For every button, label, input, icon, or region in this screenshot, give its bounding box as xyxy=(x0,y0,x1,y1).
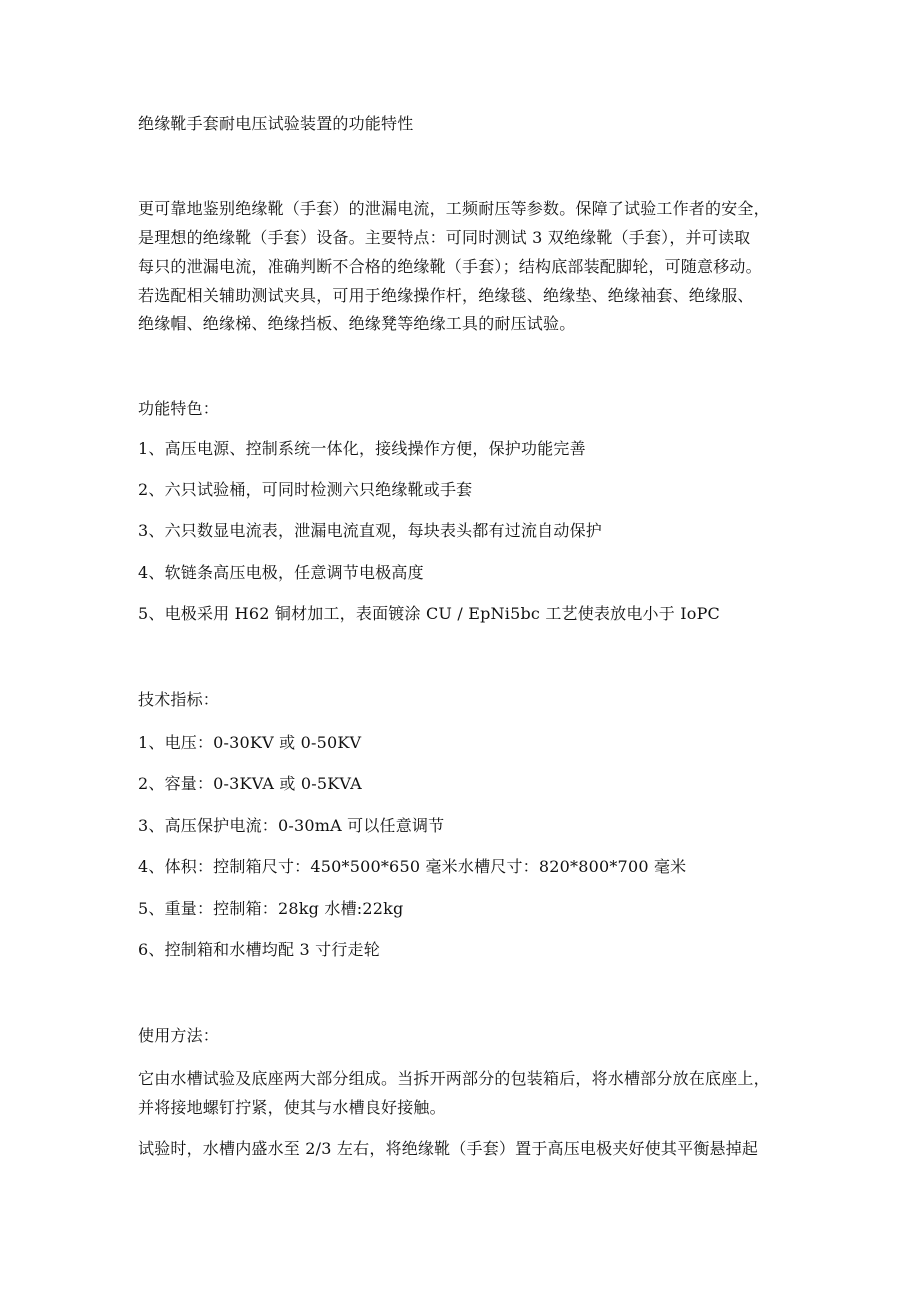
spec-item: 2、容量：0-3KVA 或 0-5KVA xyxy=(138,774,362,793)
intro-line: 是理想的绝缘靴（手套）设备。主要特点：可同时测试 3 双绝缘靴（手套），并可读取 xyxy=(138,228,751,247)
intro-line: 每只的泄漏电流，准确判断不合格的绝缘靴（手套）；结构底部装配脚轮，可随意移动。 xyxy=(138,257,762,276)
intro-line: 绝缘帽、绝缘梯、绝缘挡板、绝缘凳等绝缘工具的耐压试验。 xyxy=(138,314,576,333)
usage-line: 它由水槽试验及底座两大部分组成。当拆开两部分的包装箱后，将水槽部分放在底座上， xyxy=(138,1069,770,1088)
feature-item: 3、六只数显电流表，泄漏电流直观，每块表头都有过流自动保护 xyxy=(138,521,602,540)
feature-item: 4、软链条高压电极，任意调节电极高度 xyxy=(138,563,424,582)
intro-line: 更可靠地鉴别绝缘靴（手套）的泄漏电流，工频耐压等参数。保障了试验工作者的安全， xyxy=(138,199,770,218)
spec-item: 6、控制箱和水槽均配 3 寸行走轮 xyxy=(138,940,380,959)
spec-item: 1、电压：0-30KV 或 0-50KV xyxy=(138,733,362,752)
spec-item: 4、体积：控制箱尺寸：450*500*650 毫米水槽尺寸：820*800*700 毫米 xyxy=(138,857,687,876)
specs-heading: 技术指标： xyxy=(138,690,220,709)
spec-item: 5、重量：控制箱：28kg 水槽:22kg xyxy=(138,899,404,918)
feature-item: 2、六只试验桶，可同时检测六只绝缘靴或手套 xyxy=(138,480,473,499)
usage-line: 并将接地螺钉拧紧，使其与水槽良好接触。 xyxy=(138,1098,446,1117)
intro-line: 若选配相关辅助测试夹具，可用于绝缘操作杆，绝缘毯、绝缘垫、绝缘袖套、绝缘服、 xyxy=(138,286,754,305)
features-heading: 功能特色： xyxy=(138,399,220,418)
feature-item: 1、高压电源、控制系统一体化，接线操作方便，保护功能完善 xyxy=(138,439,586,458)
usage-line: 试验时，水槽内盛水至 2/3 左右，将绝缘靴（手套）置于高压电极夹好使其平衡悬掉起 xyxy=(138,1139,759,1158)
document-title: 绝缘靴手套耐电压试验装置的功能特性 xyxy=(138,114,414,133)
feature-item: 5、电极采用 H62 铜材加工，表面镀涂 CU / EpNi5bc 工艺使表放电小于 IoPC xyxy=(138,604,720,623)
spec-item: 3、高压保护电流：0-30mA 可以任意调节 xyxy=(138,816,445,835)
usage-heading: 使用方法： xyxy=(138,1026,220,1045)
